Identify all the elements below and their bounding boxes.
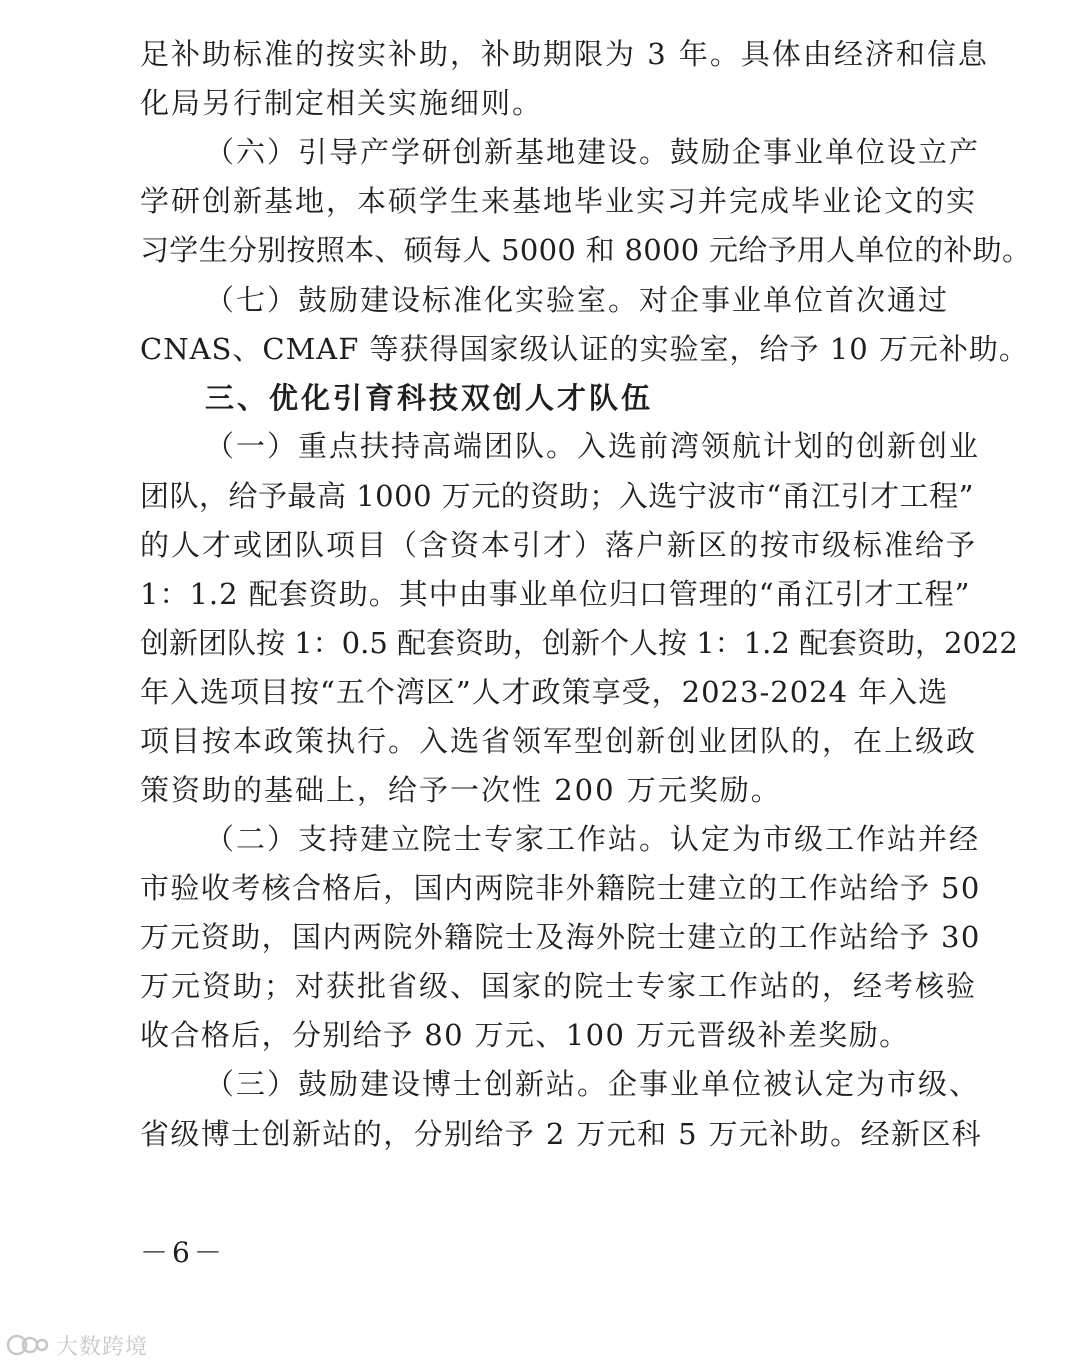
body-line-3: （六）引导产学研创新基地建设。鼓励企事业单位设立产 xyxy=(205,135,981,169)
section-heading: 三、优化引育科技双创人才队伍 xyxy=(205,381,654,415)
body-line-2: 化局另行制定相关实施细则。 xyxy=(140,86,544,120)
page-number: －6－ xyxy=(140,1236,226,1269)
body-line-19: 万元资助，国内两院外籍院士及海外院士建立的工作站给予 30 xyxy=(140,920,981,954)
body-line-7: CNAS、CMAF 等获得国家级认证的实验室，给予 10 万元补助。 xyxy=(140,332,1029,366)
body-line-12: 1：1.2 配套资助。其中由事业单位归口管理的“甬江引才工程” xyxy=(140,577,971,611)
body-line-1: 足补助标准的按实补助，补助期限为 3 年。具体由经济和信息 xyxy=(140,37,989,71)
body-line-17: （二）支持建立院士专家工作站。认定为市级工作站并经 xyxy=(205,822,981,856)
body-line-15: 项目按本政策执行。入选省领军型创新创业团队的，在上级政 xyxy=(140,724,978,758)
body-line-5: 习学生分别按照本、硕每人 5000 和 8000 元给予用人单位的补助。 xyxy=(140,233,1032,267)
body-line-16: 策资助的基础上，给予一次性 200 万元奖励。 xyxy=(140,773,782,807)
body-line-21: 收合格后，分别给予 80 万元、100 万元晋级补差奖励。 xyxy=(140,1018,910,1052)
body-line-23: 省级博士创新站的，分别给予 2 万元和 5 万元补助。经新区科 xyxy=(140,1117,983,1151)
watermark xyxy=(6,1328,148,1362)
body-line-9: （一）重点扶持高端团队。入选前湾领航计划的创新创业 xyxy=(205,429,981,463)
body-line-4: 学研创新基地，本硕学生来基地毕业实习并完成毕业论文的实 xyxy=(140,184,978,218)
body-line-6: （七）鼓励建设标准化实验室。对企事业单位首次通过 xyxy=(205,283,950,317)
watermark-logo-icon xyxy=(6,1330,50,1360)
body-line-11: 的人才或团队项目（含资本引才）落户新区的按市级标准给予 xyxy=(140,528,978,562)
body-line-14: 年入选项目按“五个湾区”人才政策享受，2023-2024 年入选 xyxy=(140,675,949,709)
body-line-13: 创新团队按 1：0.5 配套资助，创新个人按 1：1.2 配套资助，2022 xyxy=(140,626,1018,660)
body-line-20: 万元资助；对获批省级、国家的院士专家工作站的，经考核验 xyxy=(140,969,978,1003)
body-line-10: 团队，给予最高 1000 万元的资助；入选宁波市“甬江引才工程” xyxy=(140,479,974,513)
body-line-22: （三）鼓励建设博士创新站。企事业单位被认定为市级、 xyxy=(205,1067,981,1101)
body-line-18: 市验收考核合格后，国内两院非外籍院士建立的工作站给予 50 xyxy=(140,871,981,905)
watermark-text: 大数跨境 xyxy=(56,1334,149,1360)
